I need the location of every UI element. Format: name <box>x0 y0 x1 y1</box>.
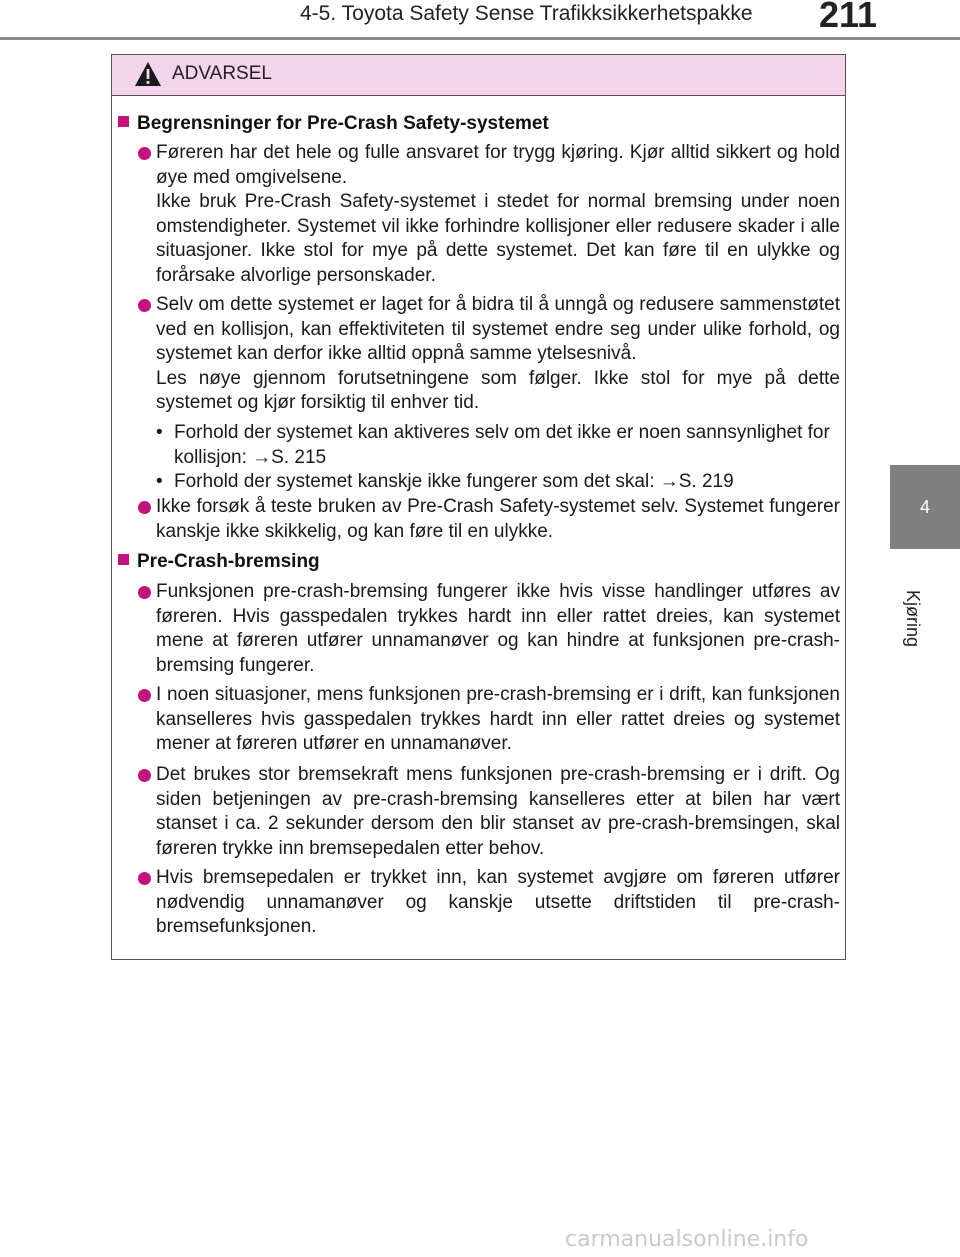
round-bullet-icon <box>138 147 151 160</box>
list-item <box>156 293 840 416</box>
section-heading: Begrensninger for Pre-Crash Safety-systemet <box>118 113 549 135</box>
paragraph: I noen situasjoner, mens funksjonen pre-crash-bremsing er i drift, kan funksjonen kanselleres hvis gasspedalen trykkes hardt inn eller rattet dreies og systemet mener at føreren utfører en unnamanøver. <box>156 684 840 754</box>
paragraph: Hvis bremsepedalen er trykket inn, kan systemet avgjøre om føreren utfører nødvendig unnamanøver og kanskje utsette driftstiden til pre-crash-bremsefunksjonen. <box>156 867 840 937</box>
chapter-number: 4 <box>919 496 930 517</box>
round-bullet-icon <box>138 299 151 312</box>
paragraph: Les nøye gjennom forutsetningene som følger. Ikke stol for mye på dette systemet og kjør forsiktig til enhver tid. <box>156 367 840 413</box>
round-bullet-icon <box>138 586 151 599</box>
square-bullet-icon <box>118 554 129 565</box>
list-item <box>156 763 840 861</box>
sub-bullet: • Forhold der systemet kan aktiveres selv om det ikke er noen sannsynlighet for kollisjon: →S. 215 <box>156 422 830 468</box>
paragraph: Føreren har det hele og fulle ansvaret for trygg kjøring. Kjør alltid sikkert og hold øye med omgivelsene. <box>156 142 840 188</box>
paragraph: Ikke forsøk å teste bruken av Pre-Crash Safety-systemet selv. Systemet fungerer kanskje ikke skikkelig, og kan føre til en ulykke. <box>156 496 840 542</box>
round-bullet-icon <box>138 501 151 514</box>
section-heading: Pre-Crash-bremsing <box>118 551 320 573</box>
list-item <box>156 141 840 288</box>
paragraph: Selv om dette systemet er laget for å bidra til å unngå og redusere sammenstøtet ved en kollisjon, kan effektiviteten til systemet endre seg under ulike forhold, og systemet kan derfor ikke alltid oppnå samme ytelsesnivå. <box>156 294 840 364</box>
page-number: 211 <box>819 0 878 35</box>
round-bullet-icon <box>138 689 151 702</box>
warning-title: ADVARSEL <box>172 63 272 84</box>
chapter-tab <box>890 465 960 549</box>
warning-header <box>112 55 845 96</box>
list-item <box>156 580 840 678</box>
watermark: carmanualsonline.info <box>565 1227 809 1252</box>
paragraph: Ikke bruk Pre-Crash Safety-systemet i stedet for normal bremsing under noen omstendigheter. Systemet vil ikke forhindre kollisjoner eller redusere skader i alle situasjoner. Ikke stol for mye på dette systemet. Det kan føre til en ulykke og forårsake alvorlige personskader. <box>156 191 840 286</box>
cross-reference[interactable]: Forhold der systemet kan aktiveres selv om det ikke er noen sannsynlighet for kollisjon: →S. 215 <box>174 422 830 468</box>
warning-triangle-icon <box>134 61 162 87</box>
list-item <box>156 495 840 544</box>
warning-box <box>111 54 846 960</box>
header-divider <box>0 37 960 40</box>
paragraph: Funksjonen pre-crash-bremsing fungerer ikke hvis visse handlinger utføres av føreren. Hvis gasspedalen trykkes hardt inn eller rattet dreies, kan systemet mene at føreren utfører unnamanøver og kan hindre at funksjonen pre-crash-bremsing fungerer. <box>156 581 840 676</box>
section-title: 4-5. Toyota Safety Sense Trafikksikkerhetspakke <box>300 2 753 25</box>
square-bullet-icon <box>118 116 129 127</box>
list-item <box>156 866 840 940</box>
round-bullet-icon <box>138 769 151 782</box>
round-bullet-icon <box>138 872 151 885</box>
chapter-label: Kjøring <box>903 590 923 648</box>
sub-bullet: • Forhold der systemet kanskje ikke fungerer som det skal: →S. 219 <box>156 471 734 492</box>
list-item <box>156 683 840 757</box>
cross-reference[interactable]: Forhold der systemet kanskje ikke fungerer som det skal: →S. 219 <box>174 471 734 492</box>
paragraph: Det brukes stor bremsekraft mens funksjonen pre-crash-bremsing er i drift. Og siden betjeningen av pre-crash-bremsing kanselleres etter at bilen har vært stanset i ca. 2 sekunder dersom den blir stanset av pre-crash-bremsingen, skal føreren trykke inn bremsepedalen etter behov. <box>156 764 840 859</box>
